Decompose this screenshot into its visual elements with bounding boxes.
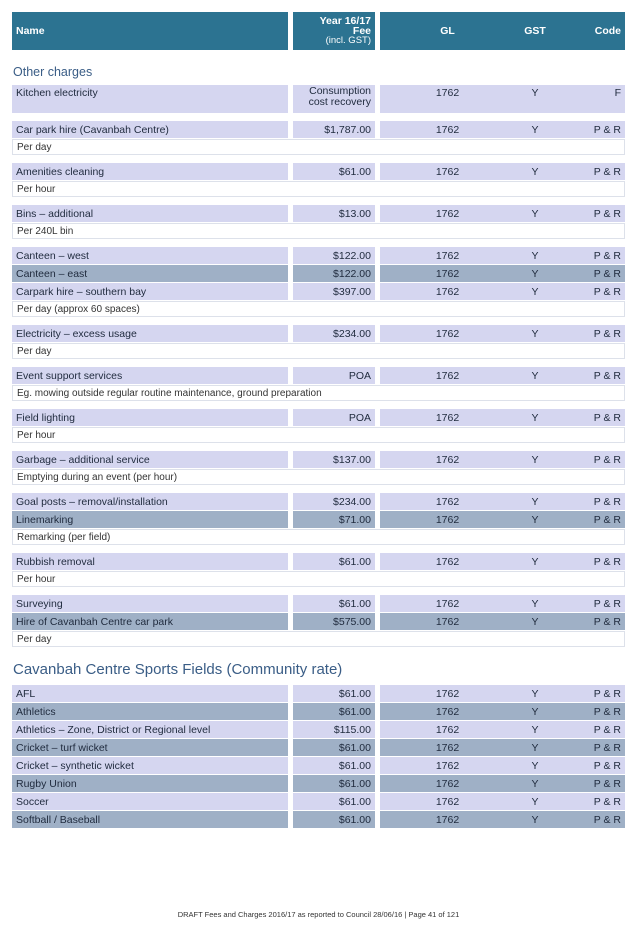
table-row (12, 121, 625, 138)
row-gl: 1762 (435, 513, 460, 526)
header-fee-gst-note: (incl. GST) (325, 35, 371, 46)
row-fee: $71.00 (293, 511, 375, 528)
row-name: Cricket – synthetic wicket (12, 757, 288, 774)
table-row (12, 325, 625, 342)
row-description: Per day (approx 60 spaces) (12, 301, 625, 317)
row-gl: 1762 (435, 207, 460, 220)
row-gst: Y (531, 795, 539, 808)
group-spacer (12, 402, 625, 409)
row-description: Per day (12, 631, 625, 647)
row-fee: POA (293, 367, 375, 384)
row-gl: 1762 (435, 777, 460, 790)
row-fee: $61.00 (293, 811, 375, 828)
row-fee: $61.00 (293, 595, 375, 612)
row-code: P & R (593, 165, 621, 178)
row-fee: $234.00 (293, 493, 375, 510)
row-fee: $122.00 (293, 265, 375, 282)
table-row (12, 163, 625, 180)
row-name: Hire of Cavanbah Centre car park (12, 613, 288, 630)
row-fee: $122.00 (293, 247, 375, 264)
row-codes (380, 553, 625, 570)
row-gst: Y (531, 813, 539, 826)
row-gl: 1762 (435, 741, 460, 754)
row-codes (380, 121, 625, 138)
row-fee: POA (293, 409, 375, 426)
row-code: F (614, 87, 621, 99)
row-name: Field lighting (12, 409, 288, 426)
row-gl: 1762 (435, 759, 460, 772)
row-code: P & R (593, 513, 621, 526)
row-name: Canteen – west (12, 247, 288, 264)
row-codes (380, 265, 625, 282)
row-fee: $61.00 (293, 757, 375, 774)
sections-container (12, 65, 625, 828)
row-gst: Y (531, 741, 539, 754)
table-row (12, 721, 625, 738)
section-title: Other charges (13, 65, 93, 79)
row-gl: 1762 (435, 723, 460, 736)
table-row (12, 283, 625, 300)
row-name: Bins – additional (12, 205, 288, 222)
row-name: Soccer (12, 793, 288, 810)
table-row (12, 265, 625, 282)
row-code: P & R (593, 411, 621, 424)
row-name: Surveying (12, 595, 288, 612)
row-code: P & R (593, 369, 621, 382)
table-row (12, 367, 625, 384)
table-row (12, 811, 625, 828)
header-gl: GL (440, 25, 455, 37)
row-codes (380, 85, 625, 113)
row-code: P & R (593, 267, 621, 280)
row-codes (380, 283, 625, 300)
row-gl: 1762 (435, 495, 460, 508)
row-gl: 1762 (435, 165, 460, 178)
row-code: P & R (593, 777, 621, 790)
row-gst: Y (531, 165, 539, 178)
group-spacer (12, 588, 625, 595)
row-description: Remarking (per field) (12, 529, 625, 545)
row-codes (380, 595, 625, 612)
row-gst: Y (531, 327, 539, 340)
row-fee: $61.00 (293, 739, 375, 756)
row-code: P & R (593, 249, 621, 262)
row-fee: $61.00 (293, 775, 375, 792)
row-description: Per day (12, 139, 625, 155)
header-fee-year: Year 16/17 (319, 15, 371, 27)
row-fee: $1,787.00 (293, 121, 375, 138)
row-fee: $115.00 (293, 721, 375, 738)
row-code: P & R (593, 495, 621, 508)
row-name: Electricity – excess usage (12, 325, 288, 342)
row-name: Carpark hire – southern bay (12, 283, 288, 300)
group-spacer (12, 444, 625, 451)
table-row (12, 511, 625, 528)
row-codes (380, 205, 625, 222)
group-spacer (12, 486, 625, 493)
row-description: Per 240L bin (12, 223, 625, 239)
header-gst: GST (524, 25, 546, 37)
row-gl: 1762 (435, 87, 460, 99)
table-row (12, 247, 625, 264)
page-footer: DRAFT Fees and Charges 2016/17 as reported to Council 28/06/16 | Page 41 of 121 (177, 910, 460, 919)
group-spacer (12, 240, 625, 247)
row-name: Cricket – turf wicket (12, 739, 288, 756)
row-gl: 1762 (435, 687, 460, 700)
row-fee (293, 85, 375, 113)
group-spacer (12, 546, 625, 553)
table-row (12, 703, 625, 720)
row-gst: Y (531, 495, 539, 508)
table-row (12, 85, 625, 113)
row-code: P & R (593, 123, 621, 136)
row-name: Amenities cleaning (12, 163, 288, 180)
row-name: Athletics (12, 703, 288, 720)
row-code: P & R (593, 453, 621, 466)
row-gst: Y (531, 705, 539, 718)
table-row (12, 739, 625, 756)
row-codes (380, 685, 625, 702)
row-codes (380, 247, 625, 264)
row-gst: Y (531, 687, 539, 700)
group-spacer (12, 360, 625, 367)
row-codes (380, 775, 625, 792)
header-code: Code (594, 25, 621, 37)
row-name: Rubbish removal (12, 553, 288, 570)
row-gst: Y (531, 411, 539, 424)
row-gl: 1762 (435, 285, 460, 298)
row-name: Canteen – east (12, 265, 288, 282)
row-name: AFL (12, 685, 288, 702)
table-row (12, 775, 625, 792)
row-gl: 1762 (435, 597, 460, 610)
row-codes (380, 811, 625, 828)
row-code: P & R (593, 795, 621, 808)
row-gst: Y (531, 123, 539, 136)
row-description: Per hour (12, 571, 625, 587)
row-description: Per day (12, 343, 625, 359)
row-name: Athletics – Zone, District or Regional level (12, 721, 288, 738)
row-name: Event support services (12, 367, 288, 384)
row-gst: Y (531, 369, 539, 382)
group-spacer (12, 156, 625, 163)
row-gl: 1762 (435, 267, 460, 280)
row-code: P & R (593, 705, 621, 718)
table-row (12, 613, 625, 630)
row-gst: Y (531, 267, 539, 280)
group-spacer (12, 318, 625, 325)
row-code: P & R (593, 555, 621, 568)
row-gst: Y (531, 723, 539, 736)
row-name: Kitchen electricity (12, 85, 288, 113)
row-fee: $61.00 (293, 793, 375, 810)
header-fee (293, 12, 375, 50)
table-row (12, 757, 625, 774)
row-gst: Y (531, 207, 539, 220)
row-codes (380, 409, 625, 426)
row-code: P & R (593, 759, 621, 772)
row-gl: 1762 (435, 705, 460, 718)
row-fee: $61.00 (293, 685, 375, 702)
row-gl: 1762 (435, 795, 460, 808)
row-code: P & R (593, 615, 621, 628)
row-name: Car park hire (Cavanbah Centre) (12, 121, 288, 138)
row-gl: 1762 (435, 123, 460, 136)
table-row (12, 553, 625, 570)
table-row (12, 409, 625, 426)
row-gst: Y (531, 759, 539, 772)
table-row (12, 793, 625, 810)
row-code: P & R (593, 723, 621, 736)
row-gl: 1762 (435, 327, 460, 340)
row-code: P & R (593, 687, 621, 700)
table-header (12, 12, 625, 50)
row-fee-line: cost recovery (308, 96, 371, 108)
row-gst: Y (531, 615, 539, 628)
row-fee: $575.00 (293, 613, 375, 630)
table-row (12, 451, 625, 468)
section-title: Cavanbah Centre Sports Fields (Community rate) (13, 661, 343, 678)
row-fee-line: Consumption (309, 85, 371, 97)
row-codes (380, 163, 625, 180)
row-fee: $13.00 (293, 205, 375, 222)
row-name: Rugby Union (12, 775, 288, 792)
row-gl: 1762 (435, 453, 460, 466)
group-spacer (12, 198, 625, 205)
row-gst: Y (531, 555, 539, 568)
row-gl: 1762 (435, 411, 460, 424)
row-gl: 1762 (435, 813, 460, 826)
row-gst: Y (531, 777, 539, 790)
row-description: Per hour (12, 427, 625, 443)
row-name: Linemarking (12, 511, 288, 528)
row-fee: $61.00 (293, 703, 375, 720)
row-fee: $397.00 (293, 283, 375, 300)
row-description: Emptying during an event (per hour) (12, 469, 625, 485)
row-description: Eg. mowing outside regular routine maintenance, ground preparation (12, 385, 625, 401)
row-gst: Y (531, 513, 539, 526)
row-code: P & R (593, 327, 621, 340)
row-gst: Y (531, 87, 539, 99)
header-fee-label: Fee (352, 25, 371, 37)
row-name: Goal posts – removal/installation (12, 493, 288, 510)
row-gst: Y (531, 453, 539, 466)
row-gl: 1762 (435, 249, 460, 262)
table-row (12, 685, 625, 702)
row-code: P & R (593, 207, 621, 220)
table-row (12, 493, 625, 510)
row-gl: 1762 (435, 369, 460, 382)
row-codes (380, 721, 625, 738)
row-fee: $61.00 (293, 553, 375, 570)
row-gst: Y (531, 597, 539, 610)
group-spacer (12, 114, 625, 121)
row-codes (380, 325, 625, 342)
header-codes (380, 12, 625, 50)
row-codes (380, 703, 625, 720)
row-fee: $61.00 (293, 163, 375, 180)
row-name: Garbage – additional service (12, 451, 288, 468)
row-code: P & R (593, 741, 621, 754)
row-codes (380, 511, 625, 528)
fees-table (12, 12, 625, 829)
header-name: Name (12, 12, 288, 50)
row-codes (380, 451, 625, 468)
row-codes (380, 367, 625, 384)
row-codes (380, 757, 625, 774)
row-gst: Y (531, 249, 539, 262)
row-gl: 1762 (435, 555, 460, 568)
row-name: Softball / Baseball (12, 811, 288, 828)
row-codes (380, 613, 625, 630)
row-codes (380, 739, 625, 756)
row-gl: 1762 (435, 615, 460, 628)
table-row (12, 595, 625, 612)
row-fee: $234.00 (293, 325, 375, 342)
table-row (12, 205, 625, 222)
row-codes (380, 793, 625, 810)
row-code: P & R (593, 285, 621, 298)
row-gst: Y (531, 285, 539, 298)
row-codes (380, 493, 625, 510)
row-code: P & R (593, 597, 621, 610)
row-description: Per hour (12, 181, 625, 197)
row-fee: $137.00 (293, 451, 375, 468)
row-code: P & R (593, 813, 621, 826)
